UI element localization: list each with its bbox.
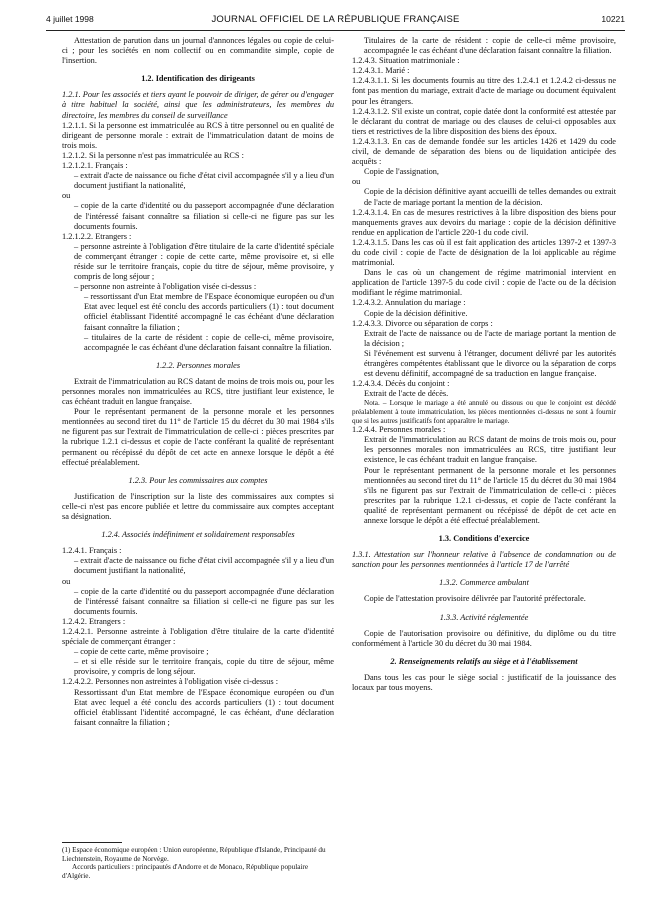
paragraph: 1.2.4.4. Personnes morales : [352,425,446,435]
paragraph: 1.2.4.3.4. Décès du conjoint : [352,379,450,389]
header-date: 4 juillet 1998 [46,14,94,24]
page-header [46,14,625,28]
paragraph: Dans tous les cas pour le siège social : justificatif de la jouissance des locaux par tous moyens. [352,672,616,693]
section-heading: 1.3.2. Commerce ambulant [439,578,529,588]
paragraph: 1.2.4.3.1.2. S'il existe un contrat, copie datée dont la conformité est attestée par le déclarant du contrat de mariage ou des clauses de celui-ci opposables aux tiers et restrictives de la libre disposition des biens des époux. [352,106,616,136]
paragraph: Extrait de l'immatriculation au RCS datant de moins de trois mois ou, pour les personnes morales non immatriculées au RCS, titre justifiant leur existence, le cas échéant traduit en langue française. [62,376,334,407]
paragraph: 1.3.1. Attestation sur l'honneur relative à l'absence de condamnation ou de sanction pour les personnes mentionnées à l'article 17 de l'arrêté [352,550,616,570]
paragraph: Extrait de l'acte de décès. [364,389,449,399]
paragraph: Extrait de l'immatriculation au RCS datant de moins de trois mois ou, pour les personnes morales non immatriculées au RCS, titre justifiant leur existence, le cas échéant traduit en langue française. [364,435,616,465]
paragraph: Titulaires de la carte de résident : copie de celle-ci même provisoire, accompagnée le cas échéant d'une déclaration faisant connaître la filiation. [364,36,616,56]
right-column [352,36,616,693]
footnote-rule [62,842,122,843]
paragraph: 1.2.1.2. Si la personne n'est pas immatriculée au RCS : [62,150,244,160]
paragraph: 1.2.4.2.1. Personne astreinte à l'obligation d'être titulaire de la carte d'identité spéciale de commerçant étranger : [62,626,334,647]
header-title: JOURNAL OFFICIEL DE LA RÉPUBLIQUE FRANÇAISE [211,14,460,25]
section-heading: 2. Renseignements relatifs au siège et à l'établissement [390,656,578,666]
section-heading: 1.2. Identification des dirigeants [141,74,255,84]
paragraph: – copie de la carte d'identité ou du passeport accompagnée d'une déclaration de l'intéressé faisant connaître sa filiation si celle-ci ne figure pas sur les documents fournis. [74,201,334,231]
paragraph: Attestation de parution dans un journal d'annonces légales ou copie de celui-ci ; pour les sociétés en nom collectif ou en commandite simple, copie de l'insertion. [62,36,334,66]
left-column [62,36,334,728]
paragraph: 1.2.1.2.2. Etrangers : [62,231,132,241]
paragraph: 1.2.4.3.1. Marié : [352,66,410,76]
paragraph: 1.2.4.3.2. Annulation du mariage : [352,298,466,308]
paragraph: Copie de la décision définitive ayant accueilli de telles demandes ou extrait de l'acte de mariage portant la mention de la décision. [364,187,616,207]
section-heading: 1.3.3. Activité réglementée [439,612,529,622]
paragraph: 1.2.1. Pour les associés et tiers ayant le pouvoir de diriger, de gérer ou d'engager à titre habituel la société, ainsi que les administrateurs, les membres du directoire, les membres du conseil de surveillance [62,90,334,120]
paragraph: Copie de l'assignation, [364,167,440,177]
paragraph: Justification de l'inscription sur la liste des commissaires aux comptes si celle-ci n'est pas encore publiée et lettre du commissaire aux comptes acceptant sa désignation. [62,491,334,522]
paragraph: – et si elle réside sur le territoire français, copie du titre de séjour, même provisoire, y compris de long séjour. [74,657,334,677]
section-heading: 1.2.2. Personnes morales [155,360,241,370]
paragraph: 1.2.4.1. Français : [62,546,122,556]
paragraph: 1.2.1.1. Si la personne est immatriculée au RCS à titre personnel ou en qualité de dirigeant de personne morale : extrait de l'immatriculation datant de moins de trois mois. [62,120,334,150]
paragraph: – personne non astreinte à l'obligation visée ci-dessus : [74,282,257,292]
paragraph: 1.2.4.2. Etrangers : [62,616,126,626]
paragraph: ou [62,576,71,586]
header-rule [46,30,625,31]
paragraph: – extrait d'acte de naissance ou fiche d'état civil accompagnée s'il y a lieu d'un document justifiant la nationalité, [74,171,334,191]
section-heading: 1.3. Conditions d'exercice [438,534,530,544]
paragraph: Si l'événement est survenu à l'étranger, document délivré par les autorités étrangères compétentes établissant que le divorce ou la séparation de corps est devenu définitif, accompagné de sa traduction en langue française. [364,348,616,379]
paragraph: – personne astreinte à l'obligation d'être titulaire de la carte d'identité spéciale de commerçant étranger : copie de cette carte, même provisoire et, si elle réside sur le territoire français, copie du titre de séjour, même provisoire, y compris de long séjour ; [74,241,334,282]
paragraph: 1.2.4.3.1.5. Dans les cas où il est fait application des articles 1397-2 et 1397-3 du code civil : copie de l'acte de désignation de la loi applicable au régime matrimonial. [352,237,616,268]
paragraph: 1.2.4.3.1.4. En cas de mesures restrictives à la libre disposition des biens pour manquements graves aux devoirs du mariage : copie de la décision définitive rendue en application de l'article 220-1 du code civil. [352,207,616,237]
paragraph: 1.2.4.3. Situation matrimoniale : [352,56,460,66]
paragraph: Pour le représentant permanent de la personne morale et les personnes mentionnées au second tiret du 11° de l'article 15 du décret du 30 mai 1984 s'ils ne figurent pas sur l'extrait de l'immatriculation de celle-ci : pièces prescrites par la rubrique 1.2.1 ci-dessus, et copie de l'acte conférant la qualité de représentant permanent ou récépissé de dépôt de cet acte en annexe lorsque le dépôt a été effectué préalablement. [364,465,616,525]
paragraph: ou [62,191,71,201]
section-heading: 1.2.3. Pour les commissaires aux comptes [128,475,268,485]
footnotes [62,846,334,880]
paragraph: Dans le cas où un changement de régime matrimonial intervient en application de l'article 1397-5 du code civil : copie de l'acte ou de la décision modifiant le régime matrimonial. [352,268,616,298]
paragraph: 1.2.4.2.2. Personnes non astreintes à l'obligation visée ci-dessus : [62,677,279,687]
paragraph: 1.2.4.3.1.3. En cas de demande fondée sur les articles 1426 et 1429 du code civil, de demande de séparation des biens ou de liquidation anticipée des acquêts : [352,136,616,167]
paragraph: – copie de cette carte, même provisoire ; [74,647,209,657]
paragraph: ou [352,177,361,187]
footnote-text: Accords particuliers : principautés d'Andorre et de Monaco, République populaire d'Algérie. [62,863,309,880]
footnote-text: (1) Espace économique européen : Union européenne, République d'Islande, Principauté du Liechtenstein, Royaume de Norvège. [62,846,326,863]
header-page-number: 10221 [601,14,625,24]
paragraph: Nota. – Lorsque le mariage a été annulé ou dissous ou que le conjoint est décédé préalablement à toute immatriculation, les pièces mentionnées ci-dessus ne sont à fournir que si les autres justificatifs font apparaître le mariage. [352,399,616,425]
paragraph: 1.2.1.2.1. Français : [62,161,128,171]
paragraph: – titulaires de la carte de résident : copie de celle-ci, même provisoire, accompagnée le cas échéant d'une déclaration faisant connaître la filiation. [84,332,334,352]
paragraph: Copie de l'attestation provisoire délivrée par l'autorité préfectorale. [364,594,586,604]
paragraph: Copie de l'autorisation provisoire ou définitive, du diplôme ou du titre conformément à l'article 30 du décret du 30 mai 1984. [352,628,616,648]
paragraph: Extrait de l'acte de naissance ou de l'acte de mariage portant la mention de la décision ; [364,328,616,348]
paragraph: Copie de la décision définitive. [364,308,468,318]
paragraph: 1.2.4.3.1.1. Si les documents fournis au titre des 1.2.4.1 et 1.2.4.2 ci-dessus ne font pas mention du mariage, extrait d'acte de mariage ou document équivalent pour les étrangers. [352,76,616,106]
paragraph: 1.2.4.3.3. Divorce ou séparation de corps : [352,318,493,328]
paragraph: – ressortissant d'un Etat membre de l'Espace économique européen ou d'un Etat avec lequel est été conclu des accords particuliers (1) : tout document officiel établissant l'identité accompagné le cas échéant d'une déclaration faisant connaître la filiation ; [84,292,334,332]
paragraph: Ressortissant d'un Etat membre de l'Espace économique européen ou d'un Etat avec lequel a été conclu des accords particuliers (1) : tout document officiel établissant l'identité accompagné, le cas échéant, d'une déclaration faisant connaître la filiation ; [74,687,334,727]
paragraph: – copie de la carte d'identité ou du passeport accompagnée d'une déclaration de l'intéressé faisant connaître sa filiation si celle-ci ne figure pas sur les documents fournis. [74,586,334,616]
paragraph: Pour le représentant permanent de la personne morale et les personnes mentionnées au second tiret du 11° de l'article 15 du décret du 30 mai 1984 s'ils ne figurent pas sur l'extrait de l'immatriculation de celle-ci : pièces prescrites par la rubrique 1.2.1 ci-dessus et copie de l'acte conférant la qualité de représentant permanent ou récépissé du dépôt de cet acte en annexe lorsque le dépôt a été effectué préalablement. [62,407,334,467]
section-heading: 1.2.4. Associés indéfiniment et solidairement responsables [101,530,295,540]
paragraph: – extrait d'acte de naissance ou fiche d'état civil accompagnée s'il y a lieu d'un document justifiant la nationalité, [74,556,334,576]
